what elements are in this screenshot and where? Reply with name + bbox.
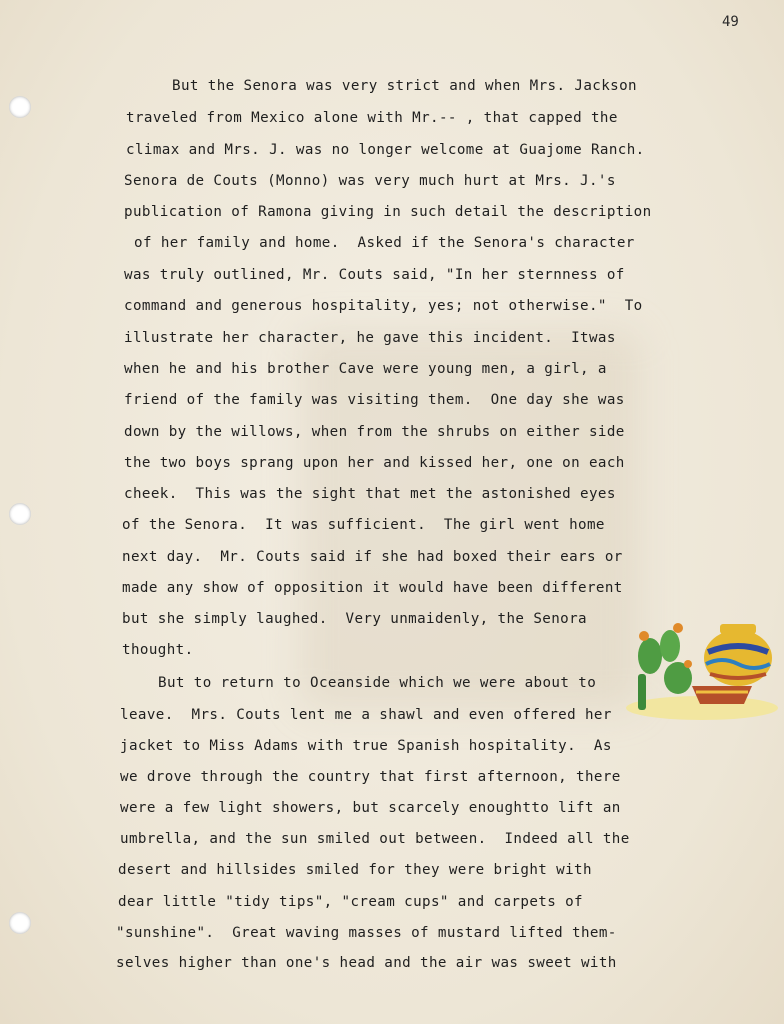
text-line: selves higher than one's head and the air was sweet with: [116, 955, 617, 971]
text-line: cheek. This was the sight that met the astonished eyes: [124, 486, 616, 502]
text-line: down by the willows, when from the shrubs on either side: [124, 424, 625, 440]
text-line: but she simply laughed. Very unmaidenly, the Senora: [122, 611, 587, 627]
text-line: when he and his brother Cave were young men, a girl, a: [124, 361, 607, 377]
text-line: next day. Mr. Couts said if she had boxed their ears or: [122, 549, 623, 565]
text-line: were a few light showers, but scarcely enoughtto lift an: [120, 800, 621, 816]
text-line: desert and hillsides smiled for they were bright with: [118, 862, 592, 878]
text-line: command and generous hospitality, yes; not otherwise." To: [124, 298, 643, 314]
text-line: But to return to Oceanside which we were about to: [158, 675, 597, 691]
text-line: illustrate her character, he gave this incident. Itwas: [124, 330, 616, 346]
text-line: publication of Ramona giving in such detail the description: [124, 204, 652, 220]
text-line: "sunshine". Great waving masses of mustard lifted them-: [116, 925, 617, 941]
text-line: the two boys sprang upon her and kissed her, one on each: [124, 455, 625, 471]
text-line: friend of the family was visiting them. One day she was: [124, 392, 625, 408]
text-line: jacket to Miss Adams with true Spanish hospitality. As: [120, 738, 612, 754]
text-line: thought.: [122, 642, 194, 658]
text-line: Senora de Couts (Monno) was very much hurt at Mrs. J.'s: [124, 173, 616, 189]
text-line: traveled from Mexico alone with Mr.-- , that capped the: [126, 110, 618, 126]
text-line: made any show of opposition it would have been different: [122, 580, 623, 596]
text-line: But the Senora was very strict and when Mrs. Jackson: [172, 78, 637, 94]
text-line: was truly outlined, Mr. Couts said, "In her sternness of: [124, 267, 625, 283]
text-line: of the Senora. It was sufficient. The girl went home: [122, 517, 605, 533]
text-line: dear little "tidy tips", "cream cups" and carpets of: [118, 894, 583, 910]
text-line: umbrella, and the sun smiled out between. Indeed all the: [120, 831, 630, 847]
page-number: 49: [722, 14, 739, 30]
text-line: climax and Mrs. J. was no longer welcome at Guajome Ranch.: [126, 142, 645, 158]
text-line: of her family and home. Asked if the Senora's character: [134, 235, 635, 251]
text-line: leave. Mrs. Couts lent me a shawl and even offered her: [120, 707, 612, 723]
cactus-and-pottery-sticker-icon: [620, 616, 780, 726]
text-line: we drove through the country that first afternoon, there: [120, 769, 621, 785]
